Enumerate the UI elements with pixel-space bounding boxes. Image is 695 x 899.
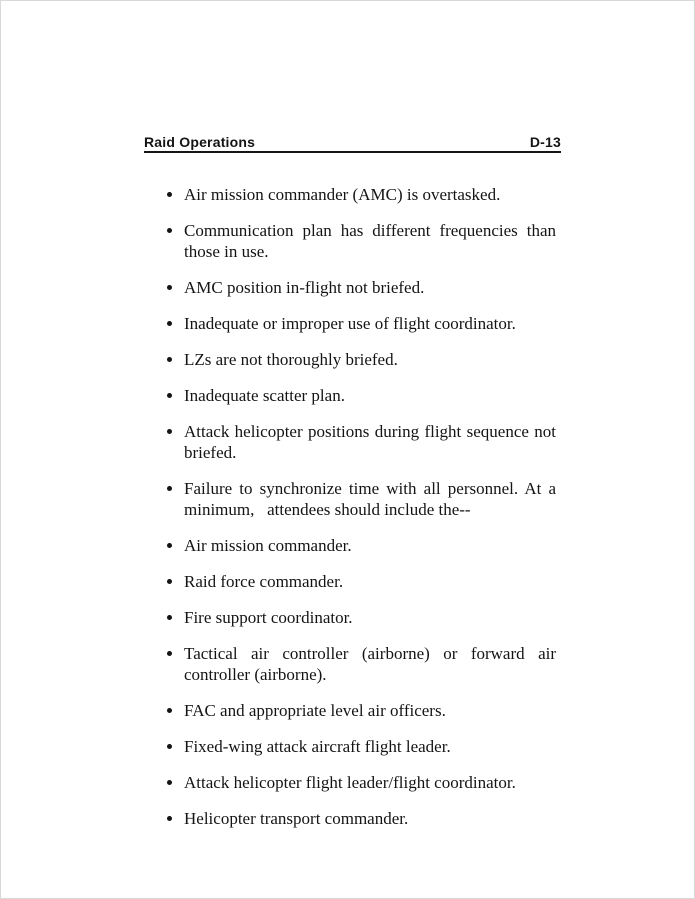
bullet-icon: [167, 651, 172, 656]
bullet-icon: [167, 543, 172, 548]
list-item-text: Attack helicopter positions during flight sequence not briefed.: [184, 422, 556, 462]
list-item: [144, 349, 556, 370]
list-item-text: Failure to synchronize time with all personnel. At a minimum, attendees should include the--: [184, 479, 556, 519]
bullet-icon: [167, 393, 172, 398]
list-item-text: Inadequate scatter plan.: [184, 386, 345, 405]
list-item-text: LZs are not thoroughly briefed.: [184, 350, 398, 369]
list-item: [144, 643, 556, 685]
list-item-text: Air mission commander (AMC) is overtasked.: [184, 185, 501, 204]
list-item: [144, 808, 556, 829]
list-item: [144, 535, 556, 556]
bullet-icon: [167, 228, 172, 233]
list-item: [144, 772, 556, 793]
header-title: Raid Operations: [144, 134, 256, 150]
list-item-text: AMC position in-flight not briefed.: [184, 278, 425, 297]
list-item: [144, 313, 556, 334]
list-item: [144, 277, 556, 298]
bullet-icon: [167, 816, 172, 821]
list-item: [144, 571, 556, 592]
bullet-icon: [167, 780, 172, 785]
list-item: [144, 700, 556, 721]
page-number: D-13: [529, 134, 561, 150]
bullet-icon: [167, 321, 172, 326]
list-item: [144, 385, 556, 406]
bullet-icon: [167, 744, 172, 749]
list-item: [144, 478, 556, 520]
list-item: [144, 184, 556, 205]
list-item-text: FAC and appropriate level air officers.: [184, 701, 446, 720]
list-item-text: Helicopter transport commander.: [184, 809, 409, 828]
bullet-icon: [167, 285, 172, 290]
list-item-text: Fixed-wing attack aircraft flight leader.: [184, 737, 451, 756]
bullet-icon: [167, 615, 172, 620]
bullet-icon: [167, 429, 172, 434]
list-item-text: Attack helicopter flight leader/flight coordinator.: [184, 773, 516, 792]
bullet-icon: [167, 357, 172, 362]
bullet-icon: [167, 486, 172, 491]
list-item-text: Fire support coordinator.: [184, 608, 353, 627]
list-item-text: Air mission commander.: [184, 536, 352, 555]
list-item-text: Communication plan has different frequencies than those in use.: [184, 221, 556, 261]
list-item: [144, 607, 556, 628]
list-item-text: Tactical air controller (airborne) or forward air controller (airborne).: [184, 644, 556, 684]
list-item: [144, 220, 556, 262]
page-header: [144, 134, 561, 153]
list-item-text: Raid force commander.: [184, 572, 344, 591]
bullet-icon: [167, 579, 172, 584]
list-item-text: Inadequate or improper use of flight coordinator.: [184, 314, 516, 333]
bullet-icon: [167, 708, 172, 713]
bullet-icon: [167, 192, 172, 197]
list-item: [144, 736, 556, 757]
list-item: [144, 421, 556, 463]
bullet-list: [144, 184, 556, 844]
